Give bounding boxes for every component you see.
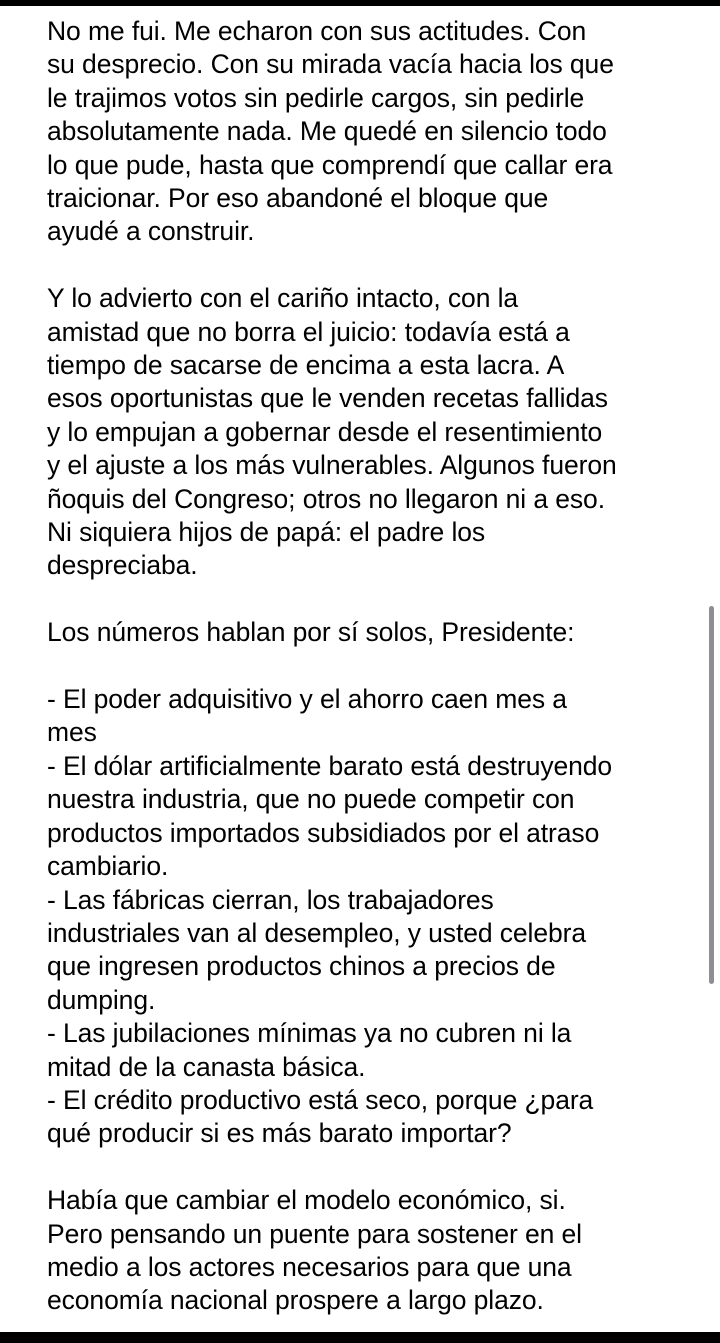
top-edge-bar xyxy=(0,0,720,6)
paragraph-conclusion: Había que cambiar el modelo económico, si. Pero pensando un puente para sostener en el medio a los actores necesarios para que una economía nacional prospere a largo plazo. xyxy=(47,1185,582,1316)
economic-points-list xyxy=(47,683,699,1151)
paragraph-spacer xyxy=(47,650,699,683)
list-item: - Las jubilaciones mínimas ya no cubren ni la mitad de la canasta básica. xyxy=(47,1018,572,1082)
list-item: - El poder adquisitivo y el ahorro caen mes a mes xyxy=(47,684,567,748)
list-item: - Las fábricas cierran, los trabajadores industriales van al desempleo, y usted celebra que ingresen productos chinos a precios de dumping. xyxy=(47,884,586,1015)
paragraph-warning: Y lo advierto con el cariño intacto, con la amistad que no borra el juicio: todavía está a tiempo de sacarse de encima a esta lacra. A esos oportunistas que le venden recetas fallidas y lo empujan a gobernar desde el resentimiento y el ajuste a los más vulnerables. Algunos fueron ñoquis del Congreso; otros no llegaron ni a eso. Ni siquiera hijos de papá: el padre los despreciaba. xyxy=(47,283,617,581)
list-item: - El dólar artificialmente barato está destruyendo nuestra industria, que no puede competir con productos importados subsidiados por el atraso cambiario. xyxy=(47,750,613,882)
message-text-body xyxy=(47,15,699,1318)
vertical-scrollbar[interactable] xyxy=(709,606,714,984)
paragraph-spacer xyxy=(47,583,699,616)
list-item: - El crédito productivo está seco, porque ¿para qué producir si es más barato importar? xyxy=(47,1084,594,1149)
bottom-edge-bar xyxy=(0,1332,720,1343)
paragraph-exit-statement: No me fui. Me echaron con sus actitudes. Con su desprecio. Con su mirada vacía hacia los que le trajimos votos sin pedirle cargos, sin pedirle absolutamente nada. Me quedé en silencio todo lo que pude, hasta que comprendí que callar era traicionar. Por eso abandoné el bloque que ayudé a construir. xyxy=(47,16,614,247)
paragraph-spacer xyxy=(47,249,699,282)
paragraph-spacer xyxy=(47,1151,699,1184)
paragraph-numbers-intro: Los números hablan por sí solos, Presidente: xyxy=(47,617,575,648)
